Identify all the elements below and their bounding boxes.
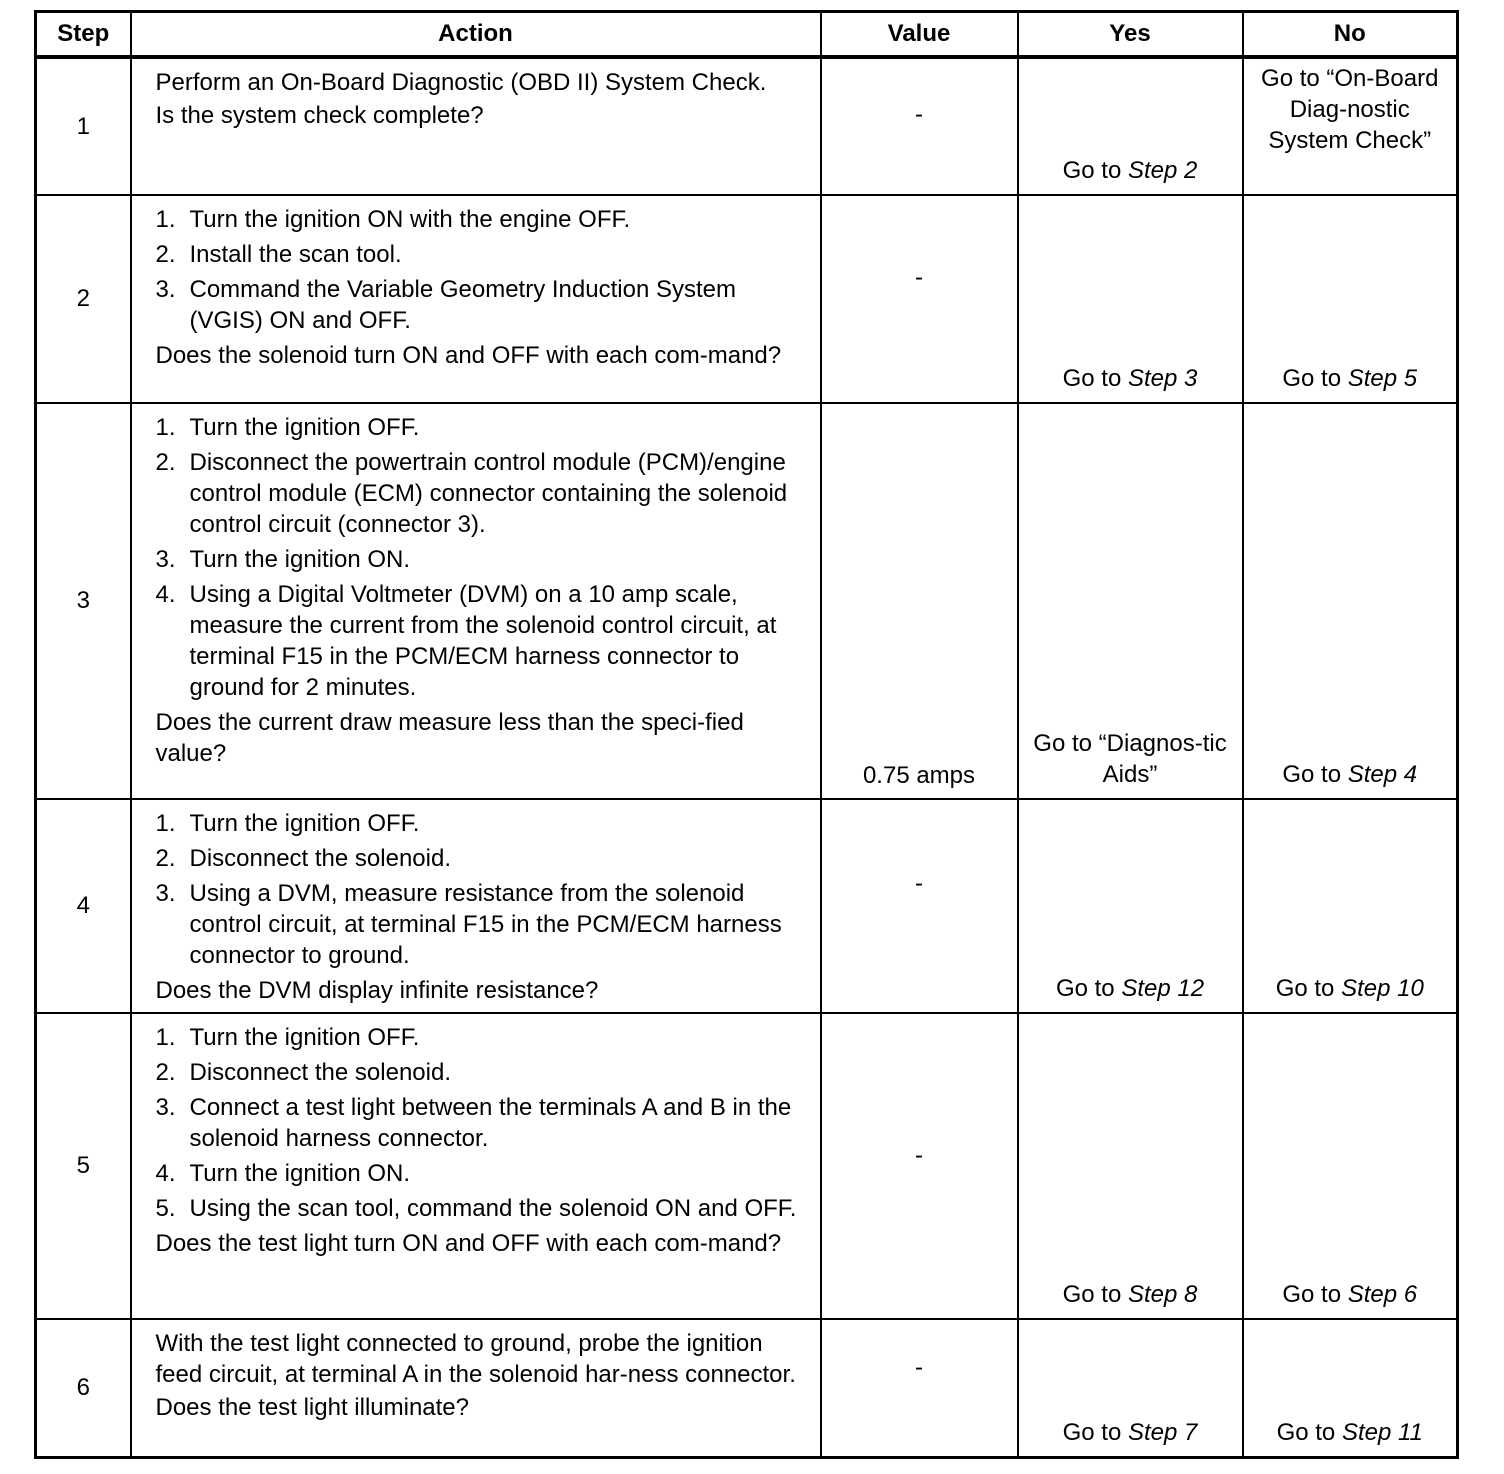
yes-text: Go to “Diagnos-tic Aids” (1033, 730, 1227, 788)
yes-prefix: Go to (1055, 975, 1115, 1002)
substep-item: 5. Using the scan tool, command the solenoid ON and OFF. (155, 1195, 797, 1222)
step-number: 6 (36, 1319, 131, 1457)
yes-step-link: Step 3 (1127, 365, 1198, 392)
value-text: 0.75 amps (862, 762, 976, 789)
table-row (36, 403, 1458, 799)
table-row (36, 1319, 1458, 1457)
substep-item: 3. Command the Variable Geometry Induction System (VGIS) ON and OFF. (155, 276, 736, 334)
step-number: 5 (36, 1013, 131, 1319)
substep-item: 1. Turn the ignition OFF. (155, 1024, 420, 1051)
diagnostic-table (34, 10, 1459, 1459)
header-value: Value (821, 12, 1018, 58)
value-text: - (915, 1142, 923, 1169)
table-row (36, 57, 1458, 195)
yes-step-link: Step 7 (1127, 1418, 1198, 1446)
no-step-link: Step 5 (1347, 365, 1418, 392)
no-cell (1243, 195, 1458, 403)
no-step-link: Step 10 (1341, 975, 1424, 1002)
yes-cell (1018, 57, 1243, 195)
action-question: Does the current draw measure less than the speci-fied value? (155, 709, 744, 767)
no-cell (1243, 57, 1458, 195)
substep-item: 2. Disconnect the solenoid. (155, 1059, 451, 1086)
action-cell (131, 195, 821, 403)
header-row (36, 12, 1458, 58)
header-step: Step (36, 12, 131, 58)
value-cell (821, 799, 1018, 1013)
value-cell (821, 195, 1018, 403)
step-number: 3 (36, 403, 131, 799)
substep-item: 4. Turn the ignition ON. (155, 1160, 411, 1187)
no-prefix: Go to (1276, 1418, 1336, 1446)
value-cell (821, 403, 1018, 799)
action-question: Does the test light illuminate? (155, 1394, 469, 1421)
no-step-link: Step 11 (1341, 1418, 1423, 1446)
substep-list (156, 412, 800, 703)
step-number: 2 (36, 195, 131, 403)
substep-item: 3. Connect a test light between the terminals A and B in the solenoid harness connector. (155, 1094, 792, 1152)
yes-cell (1018, 195, 1243, 403)
yes-prefix: Go to (1062, 365, 1122, 392)
substep-item: 4. Using a Digital Voltmeter (DVM) on a 10 amp scale, measure the current from the solenoid control circuit, at terminal F15 in the PCM/ECM harness connector to ground for 2 minutes. (155, 581, 777, 701)
substep-item: 3. Using a DVM, measure resistance from the solenoid control circuit, at terminal F15 in the PCM/ECM harness connector to ground. (155, 880, 782, 969)
value-cell (821, 1013, 1018, 1319)
value-text: - (915, 870, 923, 897)
yes-cell (1018, 403, 1243, 799)
substep-list (156, 808, 800, 971)
action-question: Is the system check complete? (155, 102, 484, 129)
substep-item: 1. Turn the ignition OFF. (155, 810, 420, 837)
substep-list (156, 1022, 800, 1224)
substep-item: 1. Turn the ignition OFF. (155, 414, 420, 441)
no-prefix: Go to (1275, 975, 1335, 1002)
yes-prefix: Go to (1062, 1281, 1122, 1308)
value-cell (821, 1319, 1018, 1457)
action-cell (131, 57, 821, 195)
action-question: Does the solenoid turn ON and OFF with each com-mand? (155, 342, 782, 369)
action-cell (131, 1013, 821, 1319)
action-intro: Perform an On-Board Diagnostic (OBD II) System Check. (155, 69, 767, 96)
value-cell (821, 57, 1018, 195)
action-cell (131, 1319, 821, 1457)
no-step-link: Step 6 (1347, 1281, 1418, 1308)
yes-step-link: Step 2 (1127, 157, 1198, 184)
no-prefix: Go to (1282, 1281, 1342, 1308)
no-step-link: Step 4 (1347, 761, 1418, 788)
yes-step-link: Step 12 (1121, 975, 1205, 1002)
yes-step-link: Step 8 (1127, 1281, 1198, 1308)
step-number: 1 (36, 57, 131, 195)
value-text: - (915, 264, 923, 291)
no-cell (1243, 1319, 1458, 1457)
substep-item: 1. Turn the ignition ON with the engine OFF. (155, 206, 631, 233)
table-row (36, 1013, 1458, 1319)
action-intro: With the test light connected to ground, probe the ignition feed circuit, at terminal A in the solenoid har-ness connector. (155, 1330, 796, 1388)
action-cell (131, 403, 821, 799)
table-row (36, 195, 1458, 403)
action-cell (131, 799, 821, 1013)
action-question: Does the DVM display infinite resistance? (155, 977, 599, 1004)
no-cell (1243, 403, 1458, 799)
substep-item: 2. Disconnect the powertrain control module (PCM)/engine control module (ECM) connector containing the solenoid control circuit (connector 3). (155, 449, 788, 538)
yes-cell (1018, 1013, 1243, 1319)
yes-cell (1018, 1319, 1243, 1457)
substep-item: 2. Install the scan tool. (155, 241, 402, 268)
step-number: 4 (36, 799, 131, 1013)
table-row (36, 799, 1458, 1013)
no-text: Go to “On-Board Diag-nostic System Check” (1261, 65, 1439, 154)
header-no: No (1243, 12, 1458, 58)
no-prefix: Go to (1282, 761, 1342, 788)
substep-item: 2. Disconnect the solenoid. (155, 845, 451, 872)
header-yes: Yes (1018, 12, 1243, 58)
no-cell (1243, 1013, 1458, 1319)
action-question: Does the test light turn ON and OFF with each com-mand? (155, 1230, 782, 1257)
value-text: - (915, 1354, 923, 1381)
no-prefix: Go to (1282, 365, 1342, 392)
header-action: Action (131, 12, 821, 58)
no-cell (1243, 799, 1458, 1013)
yes-prefix: Go to (1062, 157, 1122, 184)
substep-item: 3. Turn the ignition ON. (155, 546, 411, 573)
yes-prefix: Go to (1062, 1418, 1122, 1446)
value-text: - (915, 101, 923, 128)
yes-cell (1018, 799, 1243, 1013)
substep-list (156, 204, 800, 336)
